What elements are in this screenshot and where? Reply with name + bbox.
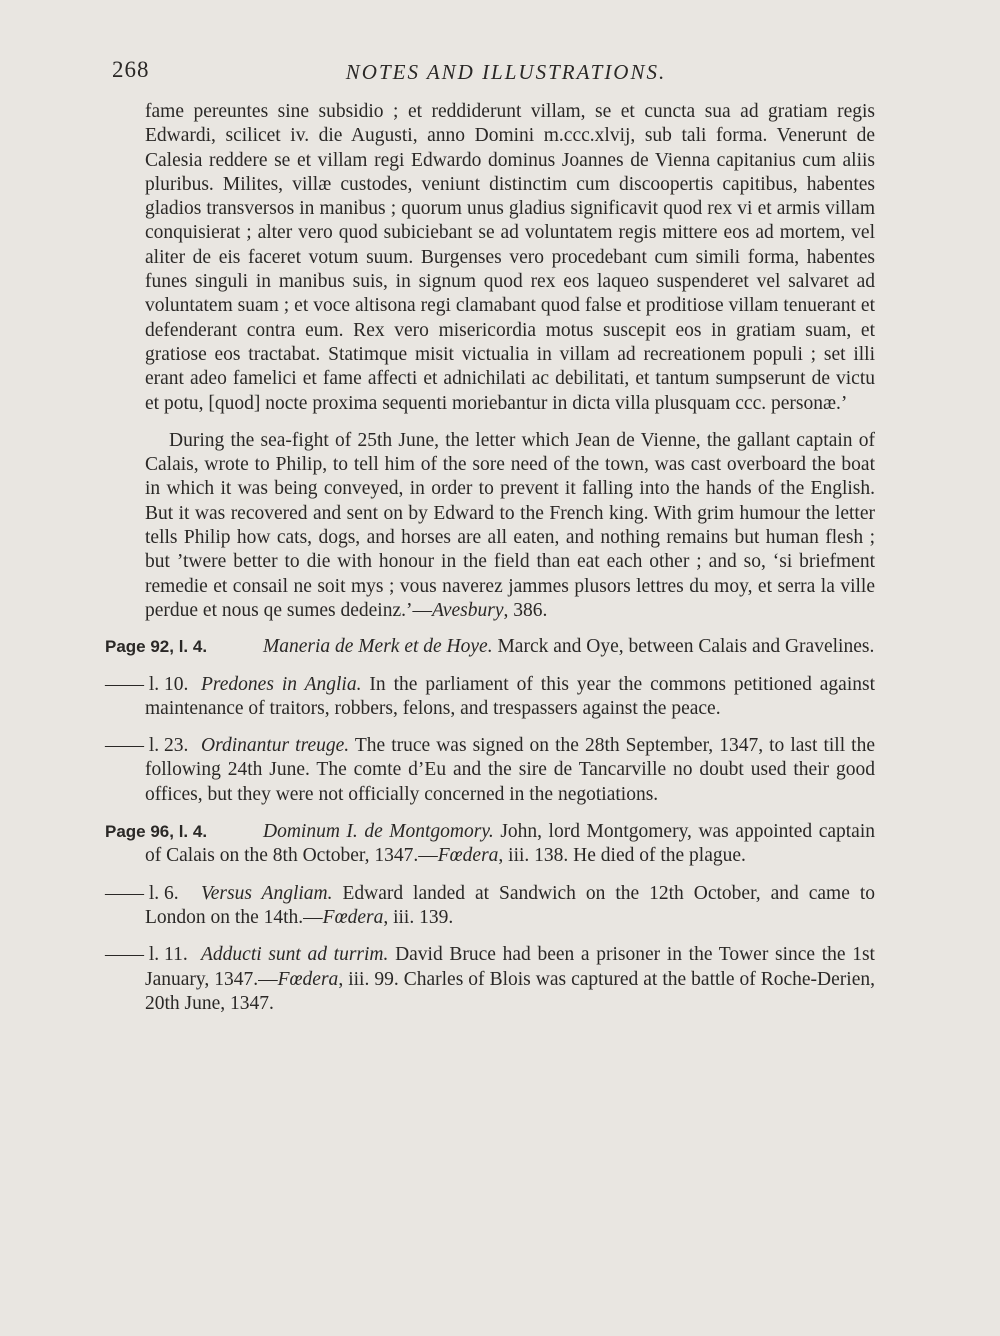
note-text: Edward landed at Sandwich on the 12th October, and came to London on the 14th.— bbox=[145, 882, 875, 928]
narrative-text: During the sea-fight of 25th June, the letter which Jean de Vienne, the gallant captain of Calais, wrote to Philip, to tell him of the sore need of the town, was cast overboard the boat in which it was being conveyed, in order to prevent it falling into the hands of the English. But it was recovered and sent on by Edward to the French king. With grim humour the letter tells Philip how cats, dogs, and horses are all eaten, and nothing remains but human flesh ; but ’twere better to die with honour in the field than eat each other ; and so, ‘si briefment remedie et consail ne soit mys ; vous naverez jammes plusors lettres du moy, et serra la ville perdue et nous qe sumes dedeinz.’— bbox=[145, 429, 875, 621]
page-number: 268 bbox=[112, 57, 150, 82]
note-lemma: Dominum I. de Montgomory. bbox=[263, 821, 494, 843]
note-lemma: Predones in Anglia. bbox=[201, 673, 362, 695]
note-reference: —— l. 6. bbox=[105, 882, 179, 904]
note-text: The truce was signed on the 28th September, 1347, to last till the following 24th June. The comte d’Eu and the sire de Tancarville no doubt used their good offices, but they were not officially concerned in the negotiations. bbox=[145, 735, 875, 805]
note-reference: —— l. 11. bbox=[105, 944, 188, 966]
running-title: NOTES AND ILLUSTRATIONS. bbox=[345, 60, 667, 84]
note-tail: , iii. 138. He died of the plague. bbox=[498, 845, 746, 867]
note-lemma: Versus Angliam. bbox=[201, 882, 333, 904]
note-line-23 bbox=[105, 734, 875, 807]
note-page-92-line-4 bbox=[105, 635, 875, 659]
note-text: Marck and Oye, between Calais and Gravelines. bbox=[497, 636, 875, 658]
narrative-paragraph bbox=[145, 429, 875, 623]
page-header bbox=[112, 57, 880, 93]
note-reference: Page 92, l. 4. bbox=[105, 637, 208, 657]
note-line-6 bbox=[105, 882, 875, 931]
note-reference: Page 96, l. 4. bbox=[105, 822, 208, 842]
note-lemma: Adducti sunt ad turrim. bbox=[201, 944, 389, 966]
note-lemma: Maneria de Merk et de Hoye. bbox=[263, 636, 493, 658]
narrative-source-page: , 386. bbox=[503, 599, 548, 621]
note-tail: , iii. 139. bbox=[383, 906, 454, 928]
latin-quotation: fame pereuntes sine subsidio ; et reddiderunt villam, se et cuncta sua ad gratiam regis Edwardi, scilicet iv. die Augusti, anno Domini m.ccc.xlvij, sub tali forma. Venerunt de Calesia reddere se et villam regi Edwardo dominus Joannes de Vienna capitanius cum aliis pluribus. Milites, villæ custodes, veniunt distinctim cum discoopertis capitibus, habentes gladios transversos in manibus ; quorum unus gladius significavit quod rex vi et armis villam conquisierat ; alter vero quod subiciebant se ad voluntatem regis mittere eos ad mortem, vel aliter de eis faceret votum suum. Burgenses vero procedebant cum simili forma, habentes funes singuli in manibus suis, in signum quod rex eos laqueo suspenderet vel salvaret ad voluntatem suam ; et voce altisona regi clamabant quod false et proditiose villam tenuerant et defenderant contra eum. Rex vero misericordia motus suscepit eos in gratiam suam, et gratiose eos tractabat. Statimque misit victualia in villam ad recreationem populi ; set illi erant adeo famelici et fame affecti et adnichilati ac debilitati, et tantum sumpserunt de victu et potu, [quod] nocte proxima sequenti moriebantur in dicta villa plusquam ccc. personæ.’ bbox=[145, 101, 875, 414]
page-body bbox=[105, 100, 876, 1029]
note-tail: , iii. 99. Charles of Blois was captured at the battle of Roche-Derien, 20th June, 1347. bbox=[145, 968, 875, 1014]
narrative-source: Avesbury bbox=[432, 599, 504, 621]
note-text: David Bruce had been a prisoner in the Tower since the 1st January, 1347.— bbox=[145, 944, 875, 990]
note-page-96-line-4 bbox=[105, 820, 876, 869]
note-reference: —— l. 10. bbox=[105, 673, 189, 695]
note-source: Fœdera bbox=[277, 968, 339, 990]
note-text: John, lord Montgomery, was appointed captain of Calais on the 8th October, 1347.— bbox=[145, 821, 876, 867]
note-reference: —— l. 23. bbox=[105, 735, 189, 757]
note-source: Fœdera bbox=[437, 845, 499, 867]
note-source: Fœdera bbox=[322, 906, 384, 928]
note-text: In the parliament of this year the commons petitioned against maintenance of traitors, robbers, felons, and trespassers against the peace. bbox=[145, 673, 875, 719]
note-line-10 bbox=[105, 673, 875, 722]
note-lemma: Ordinantur treuge. bbox=[201, 735, 350, 757]
note-line-11 bbox=[105, 943, 875, 1016]
